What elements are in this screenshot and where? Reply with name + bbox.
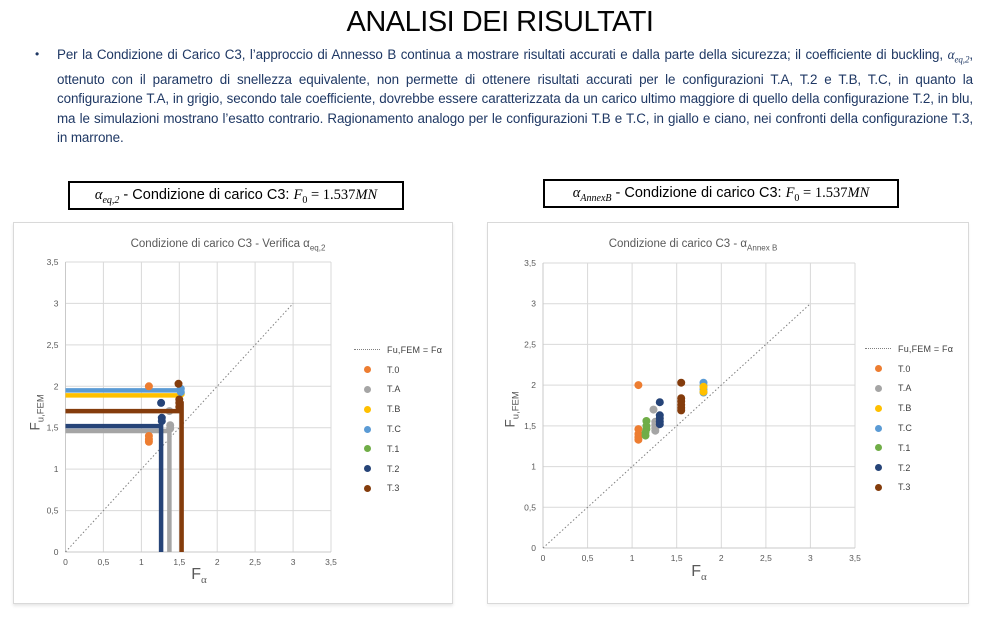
data-point-T.2 — [157, 399, 165, 407]
right-chart-caption-box — [543, 179, 899, 208]
data-point-T.2 — [656, 420, 664, 428]
legend-item-T.A-icon — [354, 386, 380, 393]
alpha-subscript: AnnexB — [580, 192, 612, 204]
dashed-line-icon — [354, 349, 380, 350]
x-tick-label: 2,5 — [249, 557, 262, 567]
right-x-axis-label: $F_\alpha$ — [691, 563, 707, 584]
data-point-T.3 — [677, 379, 685, 387]
slide-title: ANALISI DEI RISULTATI — [346, 6, 654, 38]
legend-item-T.C-icon — [354, 426, 380, 433]
y-tick-label: 3,5 — [46, 257, 59, 267]
legend-item-T.2 — [865, 458, 961, 478]
left-x-axis-label: $F_\alpha$ — [191, 566, 207, 587]
series-dot-icon — [364, 426, 371, 433]
legend-item-T.B — [354, 399, 450, 419]
force-unit: MN — [355, 187, 378, 203]
legend-item-T.3-icon — [865, 484, 891, 491]
y-tick-label: 1,5 — [46, 422, 59, 433]
legend-item-T.3 — [354, 479, 450, 499]
legend-item-diagonal-icon — [354, 349, 380, 350]
alpha-symbol: α — [94, 187, 103, 203]
data-point-T.3 — [175, 403, 183, 411]
alpha-subscript: eq,2 — [102, 194, 120, 206]
legend-item-T.1-label: T.1 — [898, 442, 911, 453]
y-tick-label: 1,5 — [524, 420, 536, 431]
legend-item-diagonal — [865, 339, 961, 359]
data-point-T.3 — [677, 406, 685, 414]
legend-item-T.3-label: T.3 — [387, 483, 400, 494]
legend-item-T.B — [865, 398, 961, 418]
force-unit: MN — [847, 185, 870, 201]
x-tick-label: 0,5 — [581, 553, 594, 563]
legend-item-T.B-label: T.B — [387, 404, 401, 415]
legend-item-T.A-label: T.A — [387, 384, 401, 395]
x-tick-label: 2 — [214, 557, 220, 567]
data-point-T.C — [177, 388, 185, 396]
left-chart-panel — [13, 222, 453, 604]
legend-item-T.0 — [354, 360, 450, 380]
force-value: = 1.537 — [307, 187, 356, 203]
legend-item-T.1 — [354, 439, 450, 459]
legend-item-T.B-icon — [865, 405, 891, 412]
alpha-eq2-symbol: $\alpha_{eq,2}$ — [947, 47, 970, 65]
data-point-T.0 — [634, 436, 642, 444]
data-point-T.A — [166, 425, 174, 433]
bullet-text-part1: Per la Condizione di Carico C3, l’approccio di Annesso B continua a mostrare risultati accurati e dalla parte della sicurezza; il coefficiente di buckling, — [57, 47, 948, 62]
x-tick-label: 0 — [540, 553, 546, 563]
series-dot-icon — [364, 406, 371, 413]
y-tick-label: 2 — [53, 381, 59, 392]
bullet-text-part2: , ottenuto con il parametro di snellezza equivalente, non permette di ottenere risultati accurati per le configurazioni T.A, T.2 e T.B, T.C, in quanto la configurazione T.A, in grigio, secondo tale coefficiente, dovrebbe essere caratterizzata da un carico ultimo maggiore di quello della configurazione T.2, in blu, ma le simulazioni mostrano l’esatto contrario. Ragionamento analogo per le configurazioni T.B e T.C, in giallo e ciano, nei confronti della configurazione T.3, in marrone. — [57, 47, 973, 146]
right-chart-panel — [487, 222, 969, 604]
dashed-line-icon — [865, 348, 891, 349]
y-tick-label: 1 — [531, 461, 536, 472]
series-dot-icon — [875, 425, 882, 432]
legend-item-T.A-icon — [865, 385, 891, 392]
force-value: = 1.537 — [799, 185, 848, 201]
legend-item-T.1-icon — [865, 444, 891, 451]
data-point-T.2 — [656, 398, 664, 406]
y-tick-label: 0,5 — [46, 505, 59, 516]
legend-item-T.B-label: T.B — [898, 403, 912, 414]
x-tick-label: 1,5 — [173, 557, 186, 567]
force-symbol: F — [785, 185, 795, 201]
caption-text: - Condizione di carico C3: — [611, 185, 786, 201]
legend-item-diagonal-icon — [865, 348, 891, 349]
legend-item-diagonal-label: Fu,FEM = Fα — [898, 343, 954, 354]
legend-item-T.C-label: T.C — [387, 424, 402, 435]
legend-item-T.3 — [865, 478, 961, 498]
series-dot-icon — [875, 405, 882, 412]
x-tick-label: 3,5 — [325, 557, 337, 567]
legend-item-T.2-icon — [354, 465, 380, 472]
left-chart-caption-box — [68, 181, 404, 210]
y-tick-label: 2,5 — [524, 339, 536, 350]
x-tick-label: 1 — [629, 553, 635, 563]
x-tick-label: 2,5 — [759, 553, 772, 563]
force-subscript: 0 — [302, 194, 308, 206]
legend-item-T.C-label: T.C — [898, 423, 913, 434]
x-tick-label: 3 — [290, 557, 296, 567]
data-point-T.0 — [145, 438, 153, 446]
force-subscript: 0 — [794, 192, 800, 204]
legend-item-T.3-icon — [354, 485, 380, 492]
legend-item-T.C — [865, 418, 961, 438]
y-tick-label: 2,5 — [46, 339, 59, 350]
data-point-T.1 — [642, 432, 650, 440]
legend-item-T.0-label: T.0 — [387, 364, 400, 375]
legend-item-T.1 — [865, 438, 961, 458]
data-point-T.A — [650, 406, 658, 414]
data-point-T.0 — [145, 382, 153, 390]
y-tick-label: 0 — [531, 543, 536, 553]
series-dot-icon — [364, 465, 371, 472]
series-dot-icon — [364, 445, 371, 452]
y-tick-label: 0 — [53, 547, 59, 557]
series-dot-icon — [364, 366, 371, 373]
force-symbol: F — [293, 187, 303, 203]
legend-item-T.2-label: T.2 — [387, 463, 400, 474]
legend-item-T.A-label: T.A — [898, 383, 912, 394]
data-point-T.3 — [175, 380, 183, 388]
y-tick-label: 3,5 — [524, 258, 536, 268]
left-y-axis-label: $F_{u,FEM}$ — [27, 394, 47, 431]
data-point-T.2 — [158, 417, 166, 425]
bullet-marker: • — [35, 47, 40, 61]
legend-item-T.B-icon — [354, 406, 380, 413]
y-tick-label: 0,5 — [524, 502, 536, 513]
x-tick-label: 0,5 — [97, 557, 110, 567]
y-tick-label: 1 — [53, 464, 59, 475]
legend-item-T.0-icon — [354, 366, 380, 373]
legend-item-T.A — [354, 380, 450, 400]
y-tick-label: 3 — [531, 298, 536, 309]
bullet-text — [57, 45, 973, 148]
x-tick-label: 2 — [718, 553, 724, 563]
series-dot-icon — [875, 464, 882, 471]
y-tick-label: 2 — [531, 380, 536, 391]
legend-item-T.C — [354, 419, 450, 439]
legend-item-T.0-label: T.0 — [898, 363, 911, 374]
legend-item-T.A — [865, 379, 961, 399]
x-tick-label: 0 — [63, 557, 68, 567]
x-tick-label: 3,5 — [849, 553, 861, 563]
x-tick-label: 3 — [808, 553, 813, 563]
legend-item-T.1-label: T.1 — [387, 443, 400, 454]
legend-item-T.C-icon — [865, 425, 891, 432]
series-dot-icon — [875, 484, 882, 491]
series-dot-icon — [364, 386, 371, 393]
legend-item-diagonal-label: Fu,FEM = Fα — [387, 344, 443, 355]
right-y-axis-label: $F_{u,FEM}$ — [502, 391, 522, 428]
legend-item-T.2-icon — [865, 464, 891, 471]
data-point-T.0 — [634, 381, 642, 389]
legend-item-T.1-icon — [354, 445, 380, 452]
series-dot-icon — [875, 444, 882, 451]
data-point-T.B — [700, 388, 708, 396]
alpha-symbol: α — [572, 185, 581, 201]
y-tick-label: 3 — [53, 298, 59, 309]
caption-text: - Condizione di carico C3: — [119, 187, 294, 203]
right-chart-legend — [865, 339, 961, 497]
series-dot-icon — [364, 485, 371, 492]
x-tick-label: 1 — [139, 557, 144, 567]
legend-item-T.0 — [865, 359, 961, 379]
right-chart-title: Condizione di carico $C3 - \alpha_{Annex B}$ — [608, 238, 778, 253]
series-dot-icon — [875, 385, 882, 392]
left-chart-legend — [354, 340, 450, 498]
legend-item-T.2-label: T.2 — [898, 462, 911, 473]
x-tick-label: 1,5 — [670, 553, 683, 563]
data-point-T.A — [651, 427, 659, 435]
left-chart-title: Condizione di carico C3 - Verifica $\alpha_{eq,2}$ — [130, 238, 326, 253]
series-dot-icon — [875, 365, 882, 372]
legend-item-diagonal — [354, 340, 450, 360]
legend-item-T.2 — [354, 459, 450, 479]
legend-item-T.3-label: T.3 — [898, 482, 911, 493]
legend-item-T.0-icon — [865, 365, 891, 372]
